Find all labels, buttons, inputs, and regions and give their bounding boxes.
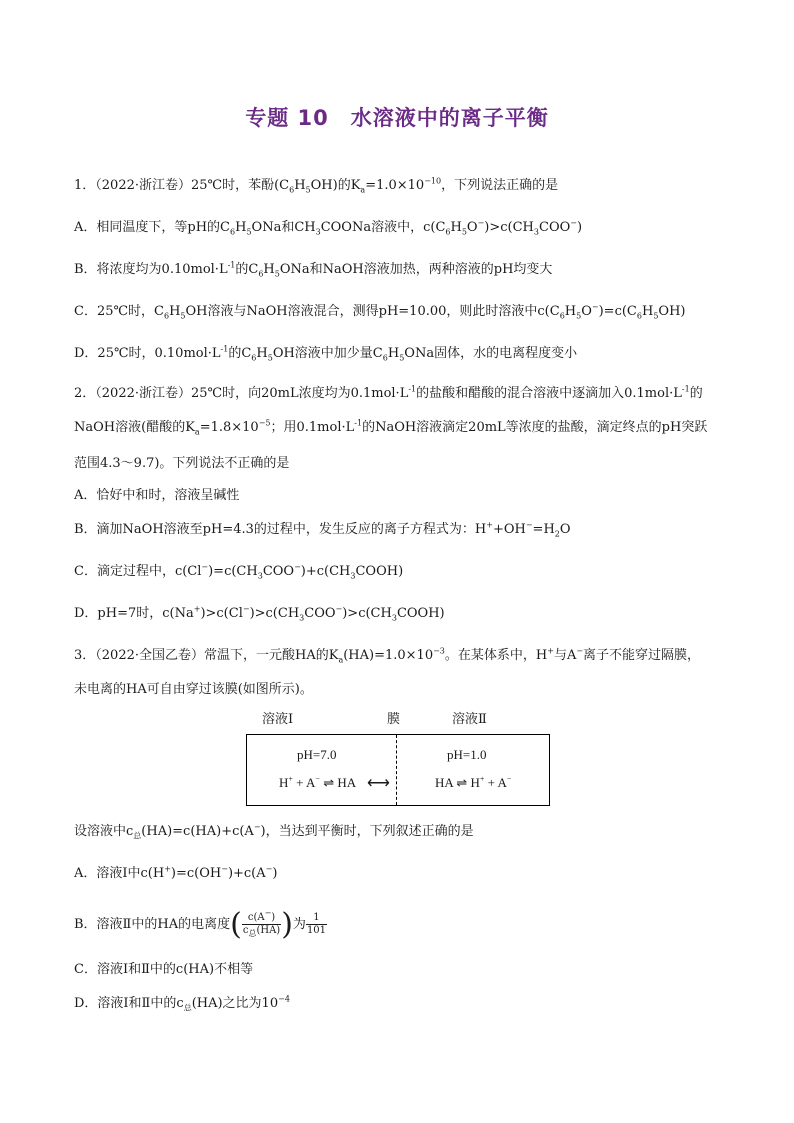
ionization-value-fraction: $\frac{1}{101}$	[306, 912, 327, 936]
q1-option-c: C．25℃时，$C_6H_5OH$溶液与NaOH溶液混合，测得pH=10.00，则此时溶液中$c(C_6H_5O^-)=c(C_6H_5OH)$	[74, 302, 686, 321]
q2-option-b: B．滴加NaOH溶液至pH=4.3的过程中，发生反应的离子方程式为：$H^++OH^-=H_2O$	[74, 520, 571, 539]
q3-option-c: C．溶液Ⅰ和Ⅱ中的c(HA)不相等	[74, 962, 254, 977]
q3-option-b: B．溶液Ⅱ中的HA的电离度( $\frac{c(A^-)}{c_总(HA)}$ )为 $\frac{1}{101}$	[74, 906, 327, 942]
figure-box	[246, 734, 550, 806]
q2-option-a: A．恰好中和时，溶液呈碱性	[74, 488, 240, 503]
q3-stem-line3: 设溶液中$c_总(HA)=c(HA)+c(A^-)$，当达到平衡时，下列叙述正确的是	[74, 822, 474, 841]
q2-stem-line2: NaOH溶液(醋酸的$K_a=1.8\times 10^{-5}$；用$0.1mol\cdot L^{-1}$的NaOH溶液滴定20mL等浓度的盐酸，滴定终点的pH突跃	[74, 418, 708, 437]
page-title: 专题 10 水溶液中的离子平衡	[245, 106, 549, 130]
q1-option-a: A．相同温度下，等pH的$C_6H_5ONa$和$CH_3COONa$溶液中，$c(C_6H_5O^-)>c(CH_3COO^-)$	[74, 218, 583, 237]
figure-equilibrium-left: H+ + A− ⇌ HA	[279, 774, 357, 790]
q2-option-d: D．pH=7时，$c(Na^+)>c(Cl^-)>c(CH_3COO^-)>c(CH_3COOH)$	[74, 604, 445, 623]
figure-ph-right: pH=1.0	[447, 747, 487, 762]
q2-stem-line1: 2．（2022·浙江卷）25℃时，向20mL浓度均为$0.1mol\cdot L^{-1}$的盐酸和醋酸的混合溶液中逐滴加入$0.1mol\cdot L^{-1}$的	[74, 384, 703, 401]
q1-stem: 1．（2022·浙江卷）25℃时，苯酚$(C_6H_5OH)$的$K_a=1.0\times 10^{-10}$，下列说法正确的是	[74, 176, 559, 195]
q3-stem-line2: 未电离的HA可自由穿过该膜(如图所示)。	[74, 682, 313, 697]
figure-label-solution-2: 溶液Ⅱ	[452, 712, 487, 727]
q1-option-b: B．将浓度均为$0.10mol\cdot L^{-1}$的$C_6H_5ONa$和NaOH溶液加热，两种溶液的pH均变大	[74, 260, 553, 279]
figure-label-membrane: 膜	[387, 712, 401, 727]
diffusion-arrow: ⟷	[367, 775, 390, 792]
q3-stem-line1: 3．（2022·全国乙卷）常温下，一元酸HA的$K_a(HA)=1.0\times 10^{-3}$。在某体系中，H+与A−离子不能穿过隔膜，	[74, 646, 701, 665]
q2-option-c: C．滴定过程中，$c(Cl^-)=c(CH_3COO^-)+c(CH_3COOH)$	[74, 562, 404, 581]
ionization-fraction: $\frac{c(A^-)}{c_总(HA)}$	[242, 908, 281, 938]
q1-option-d: D．25℃时，$0.10mol\cdot L^{-1}$的$C_6H_5OH$溶液中加少量$C_6H_5ONa$固体，水的电离程度变小	[74, 344, 578, 363]
q3-option-a: A．溶液Ⅰ中c(H+)=c(OH−)+c(A−)	[74, 864, 278, 881]
q2-stem-line3: 范围4.3～9.7)。下列说法不正确的是	[74, 456, 290, 471]
membrane-divider	[396, 735, 397, 805]
figure-ph-left: pH=7.0	[297, 747, 337, 762]
figure-label-solution-1: 溶液Ⅰ	[262, 712, 294, 727]
membrane-figure	[246, 708, 550, 806]
q3-option-d: D．溶液Ⅰ和Ⅱ中的$c_总(HA)$之比为$10^{-4}$	[74, 994, 290, 1013]
figure-equilibrium-right: HA ⇌ H+ + A−	[435, 774, 512, 790]
